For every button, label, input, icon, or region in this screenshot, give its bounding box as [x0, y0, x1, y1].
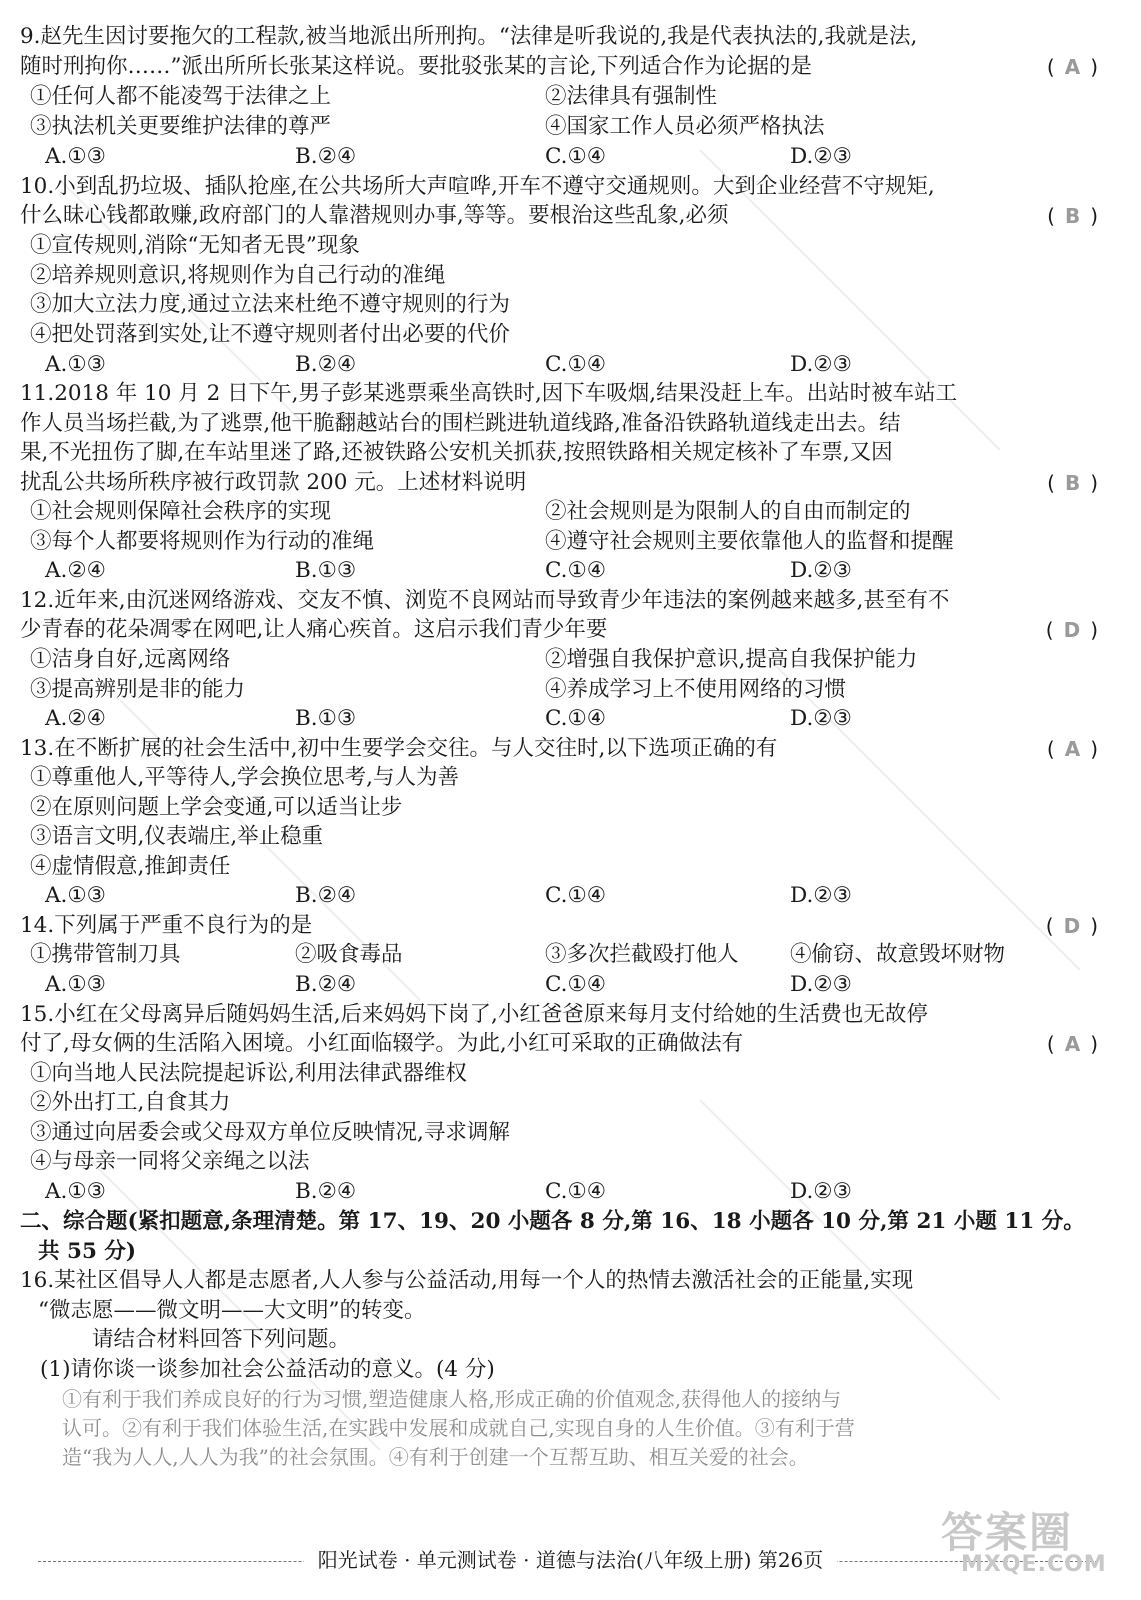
q9-stem-line: [20, 52, 1120, 82]
q9-option-3: ③执法机关更要维护法律的尊严: [30, 114, 332, 139]
q14-stem-line: [20, 911, 1120, 941]
q16-stem-line: “微志愿——微文明——大文明”的转变。: [38, 1298, 426, 1323]
q13-option-2-text: ②在原则问题上学会变通,可以适当让步: [30, 795, 403, 820]
q14-option-2: ②吸食毒品: [295, 942, 403, 967]
q9-answer-bracket: ( A ): [1046, 55, 1098, 79]
q10-option-2-text: ②培养规则意识,将规则作为自己行动的准绳: [30, 263, 446, 288]
q12-choice-c: C.①④: [545, 706, 607, 731]
q14-option-1: ①携带管制刀具: [30, 942, 181, 967]
q12-stem-text: 少青春的花朵凋零在网吧,让人痛心疾首。这启示我们青少年要: [20, 617, 608, 642]
q14-option-4: ④偷窃、故意毁坏财物: [790, 942, 1006, 967]
q12-choice-a: A.②④: [45, 706, 106, 731]
q13-choice-b: B.②④: [295, 883, 357, 908]
q12-option-2: ②增强自我保护意识,提高自我保护能力: [545, 647, 918, 672]
q9-answer: A: [1064, 55, 1081, 79]
q10-choice-a: A.①③: [45, 352, 106, 377]
q12-answer: D: [1063, 618, 1081, 642]
q14-choice-d: D.②③: [790, 972, 852, 997]
q16-answer-line: 造“我为人人,人人为我”的社会氛围。④有利于创建一个互帮互助、相互关爱的社会。: [62, 1445, 809, 1469]
q10-stem-line: 10.小到乱扔垃圾、插队抢座,在公共场所大声喧哗,开车不遵守交通规则。大到企业经营不守规矩,: [20, 174, 935, 199]
q16-answer-line: ①有利于我们养成良好的行为习惯,塑造健康人格,形成正确的价值观念,获得他人的接纳与: [62, 1387, 842, 1411]
q11-answer: B: [1064, 471, 1081, 495]
footer-text: 阳光试卷 · 单元测试卷 · 道德与法治(八年级上册) 第26页: [304, 1548, 838, 1572]
q9-choice-a: A.①③: [45, 144, 106, 169]
q9-option-4: ④国家工作人员必须严格执法: [545, 114, 825, 139]
q12-answer-bracket: ( D ): [1045, 618, 1098, 642]
q16-answer-line: 认可。②有利于我们体验生活,在实践中发展和成就自己,实现自身的人生价值。③有利于营: [62, 1416, 855, 1440]
q13-stem-text: 13.在不断扩展的社会生活中,初中生要学会交往。与人交往时,以下选项正确的有: [20, 736, 778, 761]
q16-stem-line: 16.某社区倡导人人都是志愿者,人人参与公益活动,用每一个人的热情去激活社会的正能量,实现: [20, 1268, 914, 1293]
q11-option-1: ①社会规则保障社会秩序的实现: [30, 499, 332, 524]
q12-choice-d: D.②③: [790, 706, 852, 731]
q10-answer-bracket: ( B ): [1047, 204, 1098, 228]
q10-choice-b: B.②④: [295, 352, 357, 377]
q9-choice-b: B.②④: [295, 144, 357, 169]
q12-stem-line: 12.近年来,由沉迷网络游戏、交友不慎、浏览不良网站而导致青少年违法的案例越来越多,甚至有不: [20, 588, 950, 613]
q11-choice-a: A.②④: [45, 558, 106, 583]
q15-stem-text: 付了,母女俩的生活陷入困境。小红面临辍学。为此,小红可采取的正确做法有: [20, 1031, 744, 1056]
q11-stem-line: 果,不光扭伤了脚,在车站里迷了路,还被铁路公安机关抓获,按照铁路相关规定核补了车票,又因: [20, 440, 893, 465]
q14-answer-bracket: ( D ): [1045, 914, 1098, 938]
q14-choice-b: B.②④: [295, 972, 357, 997]
q11-stem-line: [20, 468, 1120, 498]
logo-url: MXQE.COM: [961, 1552, 1107, 1577]
q15-choice-b: B.②④: [295, 1179, 357, 1204]
q13-answer-bracket: ( A ): [1046, 737, 1098, 761]
q12-option-1: ①洁身自好,远离网络: [30, 647, 231, 672]
q15-option-3-text: ③通过向居委会或父母双方单位反映情况,寻求调解: [30, 1120, 510, 1145]
q16-instruction: 请结合材料回答下列问题。: [92, 1327, 351, 1352]
q10-choice-d: D.②③: [790, 352, 852, 377]
q13-choice-a: A.①③: [45, 883, 106, 908]
q9-choice-c: C.①④: [545, 144, 607, 169]
q10-option-3-text: ③加大立法力度,通过立法来杜绝不遵守规则的行为: [30, 292, 510, 317]
q15-option-1-text: ①向当地人民法院提起诉讼,利用法律武器维权: [30, 1061, 467, 1086]
q11-stem-text: 扰乱公共场所秩序被行政罚款 200 元。上述材料说明: [20, 470, 527, 495]
q14-answer: D: [1063, 914, 1081, 938]
q11-choice-b: B.①③: [295, 558, 357, 583]
q9-option-2: ②法律具有强制性: [545, 84, 718, 109]
q10-choice-c: C.①④: [545, 352, 607, 377]
q15-choice-d: D.②③: [790, 1179, 852, 1204]
q13-option-4-text: ④虚情假意,推卸责任: [30, 854, 231, 879]
q13-stem-line: [20, 734, 1120, 764]
q15-stem-line: 15.小红在父母离异后随妈妈生活,后来妈妈下岗了,小红爸爸原来每月支付给她的生活费也无故停: [20, 1002, 928, 1027]
section-2-heading: 二、综合题(紧扣题意,条理清楚。第 17、19、20 小题各 8 分,第 16、18 小题各 10 分,第 21 小题 11 分。: [20, 1209, 1085, 1234]
q10-stem-line: [20, 201, 1120, 231]
q10-answer: B: [1064, 204, 1081, 228]
q14-stem-text: 14.下列属于严重不良行为的是: [20, 913, 313, 938]
q14-option-3: ③多次拦截殴打他人: [545, 942, 739, 967]
logo-title: 答案圈: [941, 1508, 1074, 1557]
q11-answer-bracket: ( B ): [1047, 471, 1098, 495]
q16-subquestion-1: (1)请你谈一谈参加社会公益活动的意义。(4 分): [40, 1357, 495, 1382]
q13-option-1-text: ①尊重他人,平等待人,学会换位思考,与人为善: [30, 765, 460, 790]
q12-stem-line: [20, 615, 1120, 645]
q15-choice-a: A.①③: [45, 1179, 106, 1204]
q11-option-3: ③每个人都要将规则作为行动的准绳: [30, 529, 375, 554]
q12-choice-b: B.①③: [295, 706, 357, 731]
q9-choice-d: D.②③: [790, 144, 852, 169]
q11-option-4: ④遵守社会规则主要依靠他人的监督和提醒: [545, 529, 954, 554]
q10-option-1-text: ①宣传规则,消除“无知者无畏”现象: [30, 233, 360, 258]
q13-choice-c: C.①④: [545, 883, 607, 908]
q12-option-3: ③提高辨别是非的能力: [30, 677, 246, 702]
q11-choice-c: C.①④: [545, 558, 607, 583]
q11-stem-line: 11.2018 年 10 月 2 日下午,男子彭某逃票乘坐高铁时,因下车吸烟,结果没赶上车。出站时被车站工: [20, 381, 958, 406]
q15-option-2-text: ②外出打工,自食其力: [30, 1090, 231, 1115]
q11-choice-d: D.②③: [790, 558, 852, 583]
q11-stem-line: 作人员当场拦截,为了逃票,他干脆翻越站台的围栏跳进轨道线路,准备沿铁路轨道线走出去。结: [20, 411, 901, 436]
q14-choice-a: A.①③: [45, 972, 106, 997]
q15-choice-c: C.①④: [545, 1179, 607, 1204]
q15-answer: A: [1064, 1032, 1081, 1056]
q9-option-1: ①任何人都不能凌驾于法律之上: [30, 84, 332, 109]
q13-choice-d: D.②③: [790, 883, 852, 908]
q9-stem-text: 随时刑拘你……”派出所所长张某这样说。要批驳张某的言论,下列适合作为论据的是: [20, 54, 812, 79]
q13-answer: A: [1064, 737, 1081, 761]
q15-option-4-text: ④与母亲一同将父亲绳之以法: [30, 1149, 310, 1174]
q11-option-2: ②社会规则是为限制人的自由而制定的: [545, 499, 911, 524]
q14-choice-c: C.①④: [545, 972, 607, 997]
q12-option-4: ④养成学习上不使用网络的习惯: [545, 677, 847, 702]
q13-option-3-text: ③语言文明,仪表端庄,举止稳重: [30, 824, 324, 849]
q10-option-4-text: ④把处罚落到实处,让不遵守规则者付出必要的代价: [30, 322, 510, 347]
section-2-heading-cont: 共 55 分): [38, 1239, 137, 1264]
q15-stem-line: [20, 1029, 1120, 1059]
q15-answer-bracket: ( A ): [1046, 1032, 1098, 1056]
q9-stem-line: 9.赵先生因讨要拖欠的工程款,被当地派出所刑拘。“法律是听我说的,我是代表执法的,我就是法,: [20, 24, 918, 49]
site-logo: [931, 1500, 1111, 1580]
q10-stem-text: 什么昧心钱都敢赚,政府部门的人靠潜规则办事,等等。要根治这些乱象,必须: [20, 203, 729, 228]
